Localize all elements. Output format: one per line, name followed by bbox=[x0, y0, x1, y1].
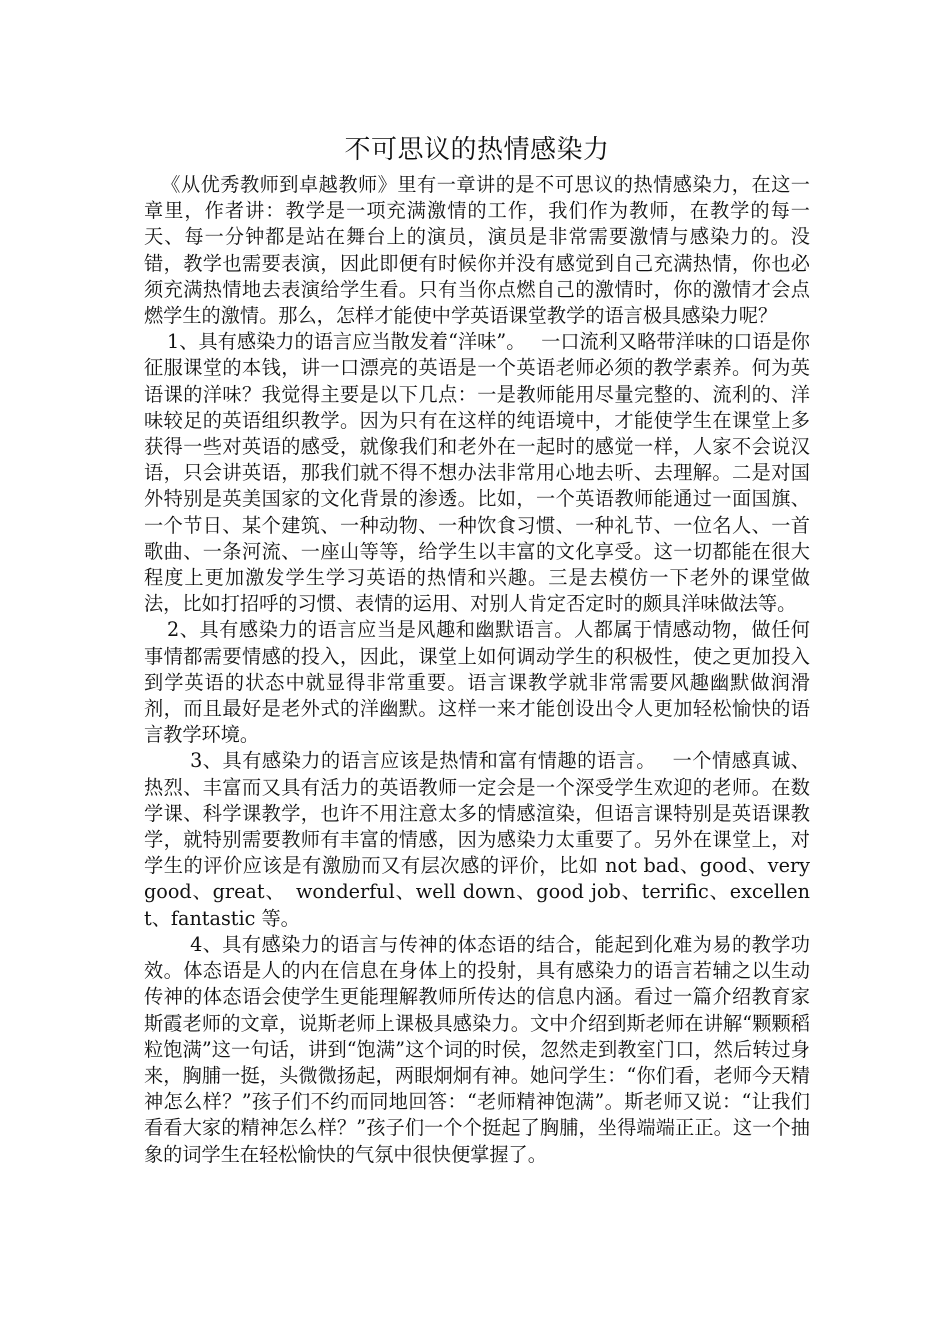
document-title: 不可思议的热情感染力 bbox=[344, 135, 610, 165]
paragraph-point-1: 1、具有感染力的语言应当散发着“洋味”。 一口流利又略带洋味的口语是你征服课堂的本钱，讲一口漂亮的英语是一个英语老师必须的教学素养。何为英语课的洋味？我觉得主要是以下几点：一是教师能用尽量完整的、流利的、洋味较足的英语组织教学。因为只有在这样的纯语境中，才能使学生在课堂上多获得一些对英语的感受，就像我们和老外在一起时的感觉一样，人家不会说汉语，只会讲英语，那我们就不得不想办法非常用心地去听、去理解。二是对国外特别是英美国家的文化背景的渗透。比如，一个英语教师能通过一面国旗、一个节日、某个建筑、一种动物、一种饮食习惯、一种礼节、一位名人、一首歌曲、一条河流、一座山等等，给学生以丰富的文化享受。这一切都能在很大程度上更加激发学生学习英语的热情和兴趣。三是去模仿一下老外的课堂做法，比如打招呼的习惯、表情的运用、对别人肯定否定时的颇具洋味做法等。 bbox=[144, 330, 810, 616]
paragraph-point-4: 4、具有感染力的语言与传神的体态语的结合，能起到化难为易的教学功效。体态语是人的内在信息在身体上的投射，具有感染力的语言若辅之以生动传神的体态语会使学生更能理解教师所传达的信息内涵。看过一篇介绍教育家斯霞老师的文章，说斯老师上课极具感染力。文中介绍到斯老师在讲解“颗颗稻粒饱满”这一句话，讲到“饱满”这个词的时侯，忽然走到教室门口，然后转过身来，胸脯一挺，头微微扬起，两眼炯炯有神。她问学生：“你们看，老师今天精神怎么样？”孩子们不约而同地回答：“老师精神饱满”。斯老师又说：“让我们看看大家的精神怎么样？”孩子们一个个挺起了胸脯，坐得端端正正。这一个抽象的词学生在轻松愉快的气氛中很快便掌握了。 bbox=[144, 932, 810, 1166]
document-page bbox=[144, 128, 810, 1168]
paragraph-point-2: 2、具有感染力的语言应当是风趣和幽默语言。人都属于情感动物，做任何事情都需要情感的投入，因此，课堂上如何调动学生的积极性，使之更加投入到学英语的状态中就显得非常重要。语言课教学就非常需要风趣幽默做润滑剂，而且最好是老外式的洋幽默。这样一来才能创设出令人更加轻松愉快的语言教学环境。 bbox=[144, 618, 810, 747]
paragraph-intro: 《从优秀教师到卓越教师》里有一章讲的是不可思议的热情感染力，在这一章里，作者讲：教学是一项充满激情的工作，我们作为教师，在教学的每一天、每一分钟都是站在舞台上的演员，演员是非常需要激情与感染力的。没错，教学也需要表演，因此即便有时候你并没有感觉到自己充满热情，你也必须充满热情地去表演给学生看。只有当你点燃自己的激情时，你的激情才会点燃学生的激情。那么，怎样才能使中学英语课堂教学的语言极具感染力呢？ bbox=[144, 173, 810, 328]
paragraph-point-3: 3、具有感染力的语言应该是热情和富有情趣的语言。 一个情感真诚、热烈、丰富而又具有活力的英语教师一定会是一个深受学生欢迎的老师。在数学课、科学课教学，也许不用注意太多的情感渲染，但语言课特别是英语课教学，就特别需要教师有丰富的情感，因为感染力太重要了。另外在课堂上，对学生的评价应该是有激励而又有层次感的评价，比如 not bad、good、very good、great、 wonderful、well down、good job、terrific、excellent、fantastic 等。 bbox=[144, 749, 810, 930]
